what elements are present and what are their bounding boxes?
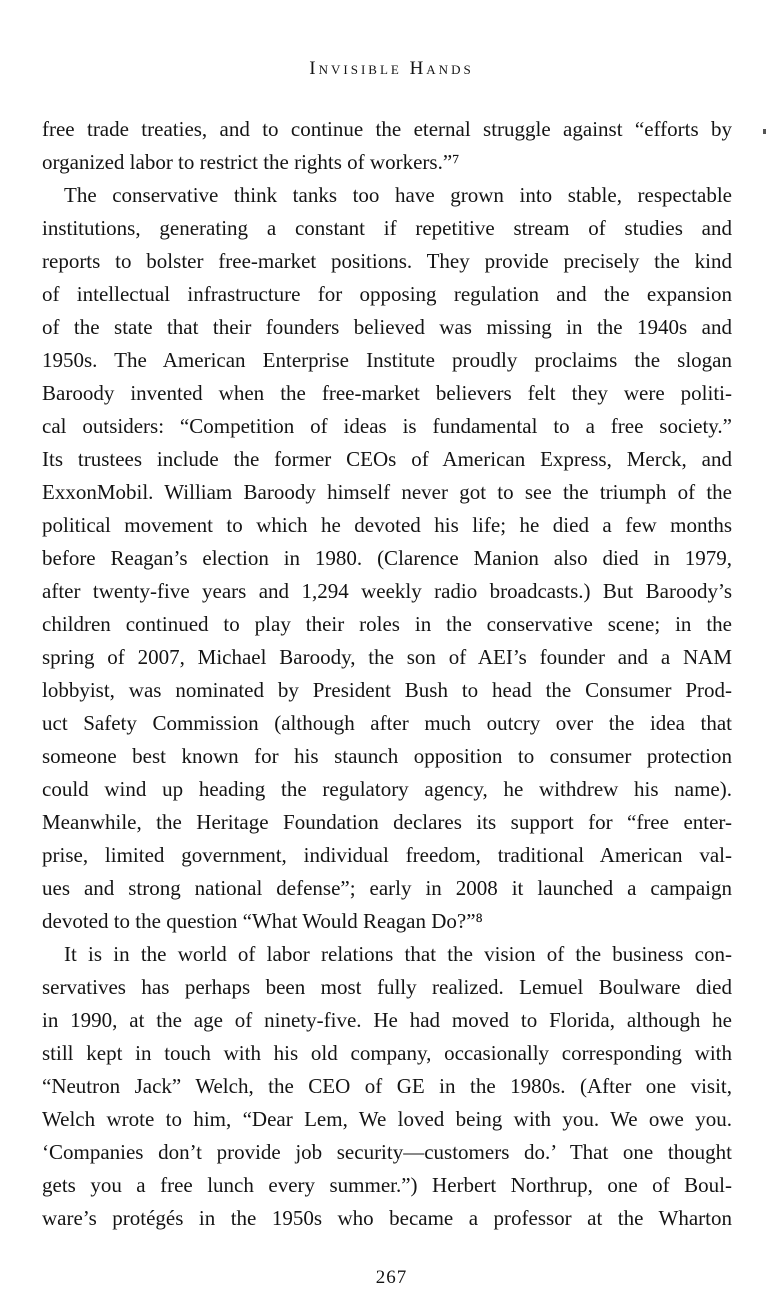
text-line: ‘Companies don’t provide job security—customers do.’ That one thought (42, 1140, 732, 1164)
text-line: children continued to play their roles in the conservative scene; in the (42, 612, 732, 636)
text-line: someone best known for his staunch opposition to consumer protection (42, 744, 732, 768)
text-line: still kept in touch with his old company, occasionally corresponding with (42, 1041, 732, 1065)
text-line: could wind up heading the regulatory agency, he withdrew his name). (42, 777, 732, 801)
text-line: institutions, generating a constant if repetitive stream of studies and (42, 216, 732, 240)
text-line: in 1990, at the age of ninety-five. He had moved to Florida, although he (42, 1008, 732, 1032)
margin-mark (763, 129, 766, 134)
text-line: lobbyist, was nominated by President Bush to head the Consumer Prod- (42, 678, 732, 702)
text-line: organized labor to restrict the rights of workers.”⁷ (42, 150, 460, 174)
text-line: political movement to which he devoted his life; he died a few months (42, 513, 732, 537)
text-line: 1950s. The American Enterprise Institute proudly proclaims the slogan (42, 348, 732, 372)
text-line: “Neutron Jack” Welch, the CEO of GE in the 1980s. (After one visit, (42, 1074, 732, 1098)
text-line: devoted to the question “What Would Reagan Do?”⁸ (42, 909, 483, 933)
text-line: cal outsiders: “Competition of ideas is fundamental to a free society.” (42, 414, 732, 438)
paragraph-first-line: It is in the world of labor relations that the vision of the business con- (64, 942, 732, 966)
text-line: after twenty-five years and 1,294 weekly radio broadcasts.) But Baroody’s (42, 579, 732, 603)
text-line: before Reagan’s election in 1980. (Clarence Manion also died in 1979, (42, 546, 732, 570)
text-line: Welch wrote to him, “Dear Lem, We loved being with you. We owe you. (42, 1107, 732, 1131)
text-line: prise, limited government, individual freedom, traditional American val- (42, 843, 732, 867)
text-line: ues and strong national defense”; early in 2008 it launched a campaign (42, 876, 732, 900)
text-line: ExxonMobil. William Baroody himself never got to see the triumph of the (42, 480, 732, 504)
text-line: reports to bolster free-market positions. They provide precisely the kind (42, 249, 732, 273)
running-head: Invisible Hands (309, 58, 474, 79)
text-line: of the state that their founders believed was missing in the 1940s and (42, 315, 732, 339)
text-line: uct Safety Commission (although after much outcry over the idea that (42, 711, 732, 735)
text-line: ware’s protégés in the 1950s who became a professor at the Wharton (42, 1206, 732, 1230)
body-text (42, 113, 732, 1235)
page-number: 267 (375, 1267, 408, 1288)
text-line: Meanwhile, the Heritage Foundation declares its support for “free enter- (42, 810, 732, 834)
text-line: spring of 2007, Michael Baroody, the son of AEI’s founder and a NAM (42, 645, 732, 669)
text-line: Baroody invented when the free-market believers felt they were politi- (42, 381, 732, 405)
text-line: of intellectual infrastructure for opposing regulation and the expansion (42, 282, 732, 306)
text-line: gets you a free lunch every summer.”) Herbert Northrup, one of Boul- (42, 1173, 732, 1197)
paragraph-first-line: The conservative think tanks too have grown into stable, respectable (64, 183, 732, 207)
text-line: servatives has perhaps been most fully realized. Lemuel Boulware died (42, 975, 732, 999)
text-line: free trade treaties, and to continue the eternal struggle against “efforts by (42, 117, 732, 141)
text-line: Its trustees include the former CEOs of American Express, Merck, and (42, 447, 732, 471)
